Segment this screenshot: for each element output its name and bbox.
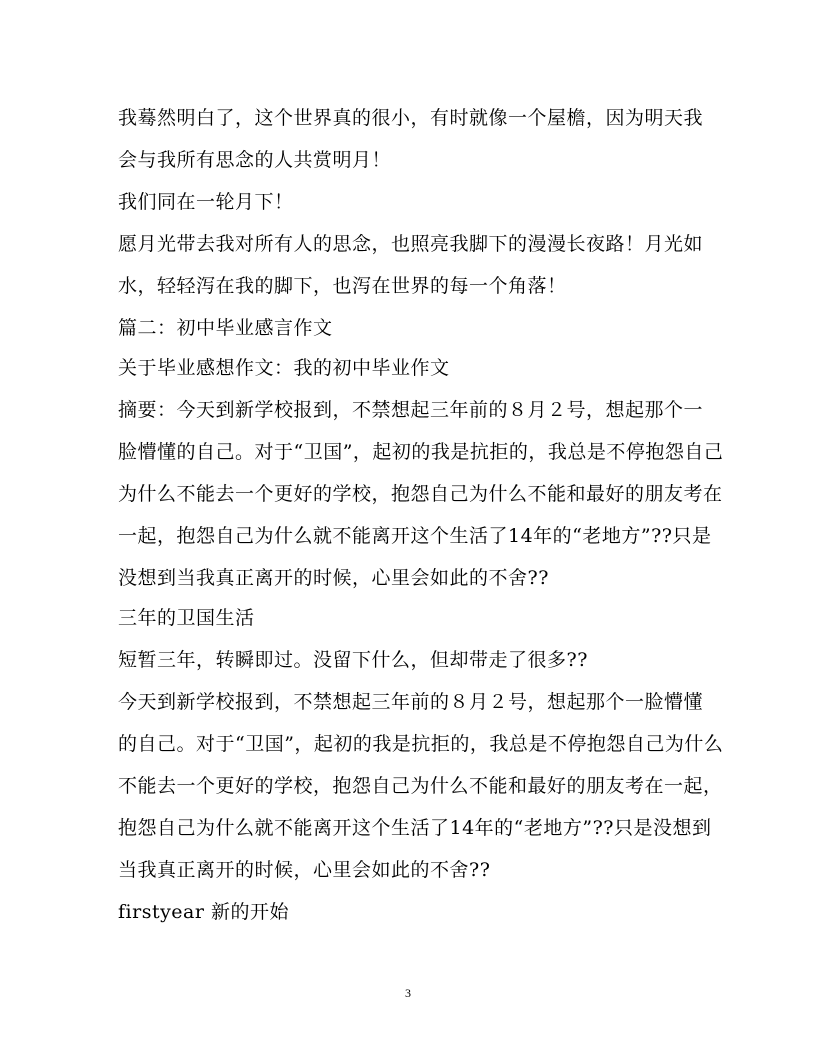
- subsection-heading: firstyear 新的开始: [118, 901, 290, 923]
- page-number: 3: [405, 986, 411, 1000]
- paragraph-line: 不能去一个更好的学校，抱怨自己为什么不能和最好的朋友考在一起，: [118, 775, 723, 797]
- paragraph-line: 的自己。对于“卫国”，起初的我是抗拒的，我总是不停抱怨自己为什么: [118, 733, 724, 755]
- paragraph-line: 水，轻轻泻在我的脚下，也泻在世界的每一个角落！: [118, 275, 567, 297]
- paragraph-line: 摘要：今天到新学校报到，不禁想起三年前的８月２号，想起那个一: [118, 399, 704, 421]
- paragraph-line: 会与我所有思念的人共赏明月！: [118, 149, 392, 171]
- paragraph-line: 愿月光带去我对所有人的思念，也照亮我脚下的漫漫长夜路！月光如: [118, 233, 704, 255]
- article-title: 关于毕业感想作文：我的初中毕业作文: [118, 357, 450, 379]
- paragraph-line: 为什么不能去一个更好的学校，抱怨自己为什么不能和最好的朋友考在: [118, 483, 723, 505]
- paragraph-line: 今天到新学校报到，不禁想起三年前的８月２号，想起那个一脸懵懂: [118, 691, 704, 713]
- paragraph-line: 当我真正离开的时候，心里会如此的不舍??: [118, 859, 491, 881]
- paragraph-line: 短暂三年，转瞬即过。没留下什么，但却带走了很多??: [118, 649, 588, 671]
- paragraph-line: 我们同在一轮月下！: [118, 191, 294, 213]
- paragraph-line: 一起，抱怨自己为什么就不能离开这个生活了14年的“老地方”??只是: [118, 525, 712, 547]
- paragraph-line: 抱怨自己为什么就不能离开这个生活了14年的“老地方”??只是没想到: [118, 817, 712, 839]
- paragraph-line: 我蓦然明白了，这个世界真的很小，有时就像一个屋檐，因为明天我: [118, 107, 704, 129]
- paragraph-line: 没想到当我真正离开的时候，心里会如此的不舍??: [118, 567, 549, 589]
- paragraph-line: 脸懵懂的自己。对于“卫国”，起初的我是抗拒的，我总是不停抱怨自己: [118, 441, 724, 463]
- subsection-heading: 三年的卫国生活: [118, 607, 255, 629]
- section-heading: 篇二：初中毕业感言作文: [118, 317, 333, 339]
